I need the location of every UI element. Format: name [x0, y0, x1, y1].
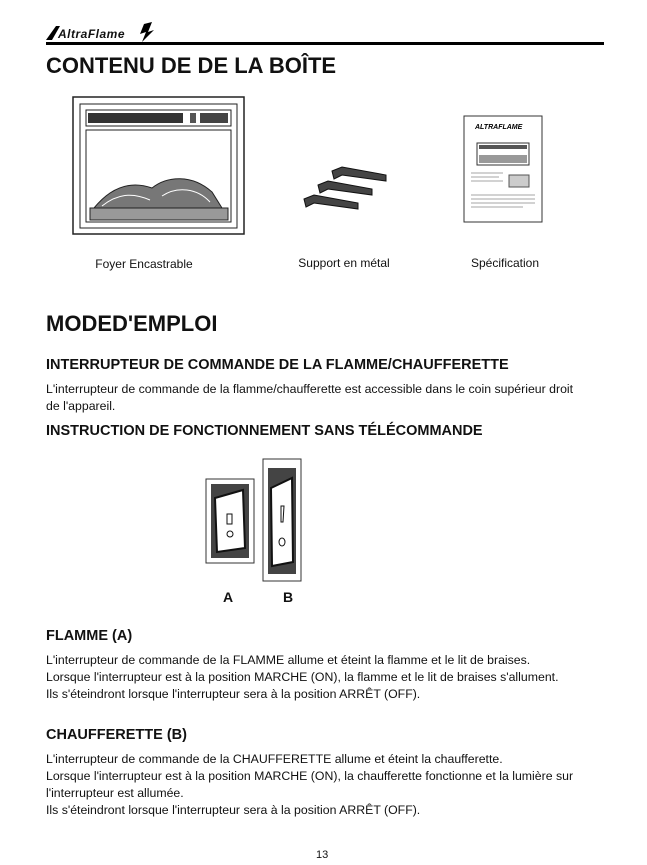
box-contents-title: CONTENU DE DE LA BOÎTE [46, 53, 337, 78]
heater-heading: CHAUFFERETTE (B) [46, 727, 187, 743]
specification-caption: Spécification [470, 256, 540, 270]
metal-brackets-illustration [298, 165, 390, 217]
heater-line-3: l'interrupteur est allumée. [46, 786, 184, 800]
brand-name: AltraFlame [58, 27, 126, 41]
switch-text-line-1: L'interrupteur de commande de la flamme/chaufferette est accessible dans le coin supérieur droit [46, 382, 574, 396]
switch-b-label: B [283, 589, 294, 605]
flame-heading: FLAMME (A) [46, 628, 133, 644]
switch-a-label: A [223, 589, 234, 605]
specification-sheet-illustration [463, 115, 543, 223]
heater-line-1: L'interrupteur de commande de la CHAUFFERETTE allume et éteint la chaufferette. [46, 752, 503, 766]
flame-line-3: Ils s'éteindront lorsque l'interrupteur sera à la position ARRÊT (OFF). [46, 687, 421, 701]
flame-line-1: L'interrupteur de commande de la FLAMME allume et éteint la flamme et le lit de braises. [46, 653, 531, 667]
heater-line-4: Ils s'éteindront lorsque l'interrupteur sera à la position ARRÊT (OFF). [46, 803, 421, 817]
brackets-caption: Support en métal [298, 256, 390, 270]
flame-line-2: Lorsque l'interrupteur est à la position MARCHE (ON), la flamme et le lit de braises s'allument. [46, 670, 559, 684]
heater-line-2: Lorsque l'interrupteur est à la position MARCHE (ON), la chaufferette fonctionne et la lumière sur [46, 769, 574, 783]
brand-logo [46, 22, 156, 44]
header-rule [46, 42, 604, 45]
switch-b-illustration [262, 458, 302, 582]
switch-a-illustration [205, 478, 255, 564]
switch-text-line-2: de l'appareil. [46, 399, 116, 413]
page-number: 13 [316, 849, 329, 861]
instruction-heading: INSTRUCTION DE FONCTIONNEMENT SANS TÉLÉCOMMANDE [46, 423, 483, 439]
fireplace-caption: Foyer Encastrable [95, 257, 193, 271]
fireplace-insert-illustration [72, 96, 246, 236]
operating-instructions-title: MODED'EMPLOI [46, 311, 218, 336]
svg-text:ALTRAFLAME: ALTRAFLAME [475, 124, 523, 131]
switch-heading: INTERRUPTEUR DE COMMANDE DE LA FLAMME/CHAUFFERETTE [46, 357, 509, 373]
